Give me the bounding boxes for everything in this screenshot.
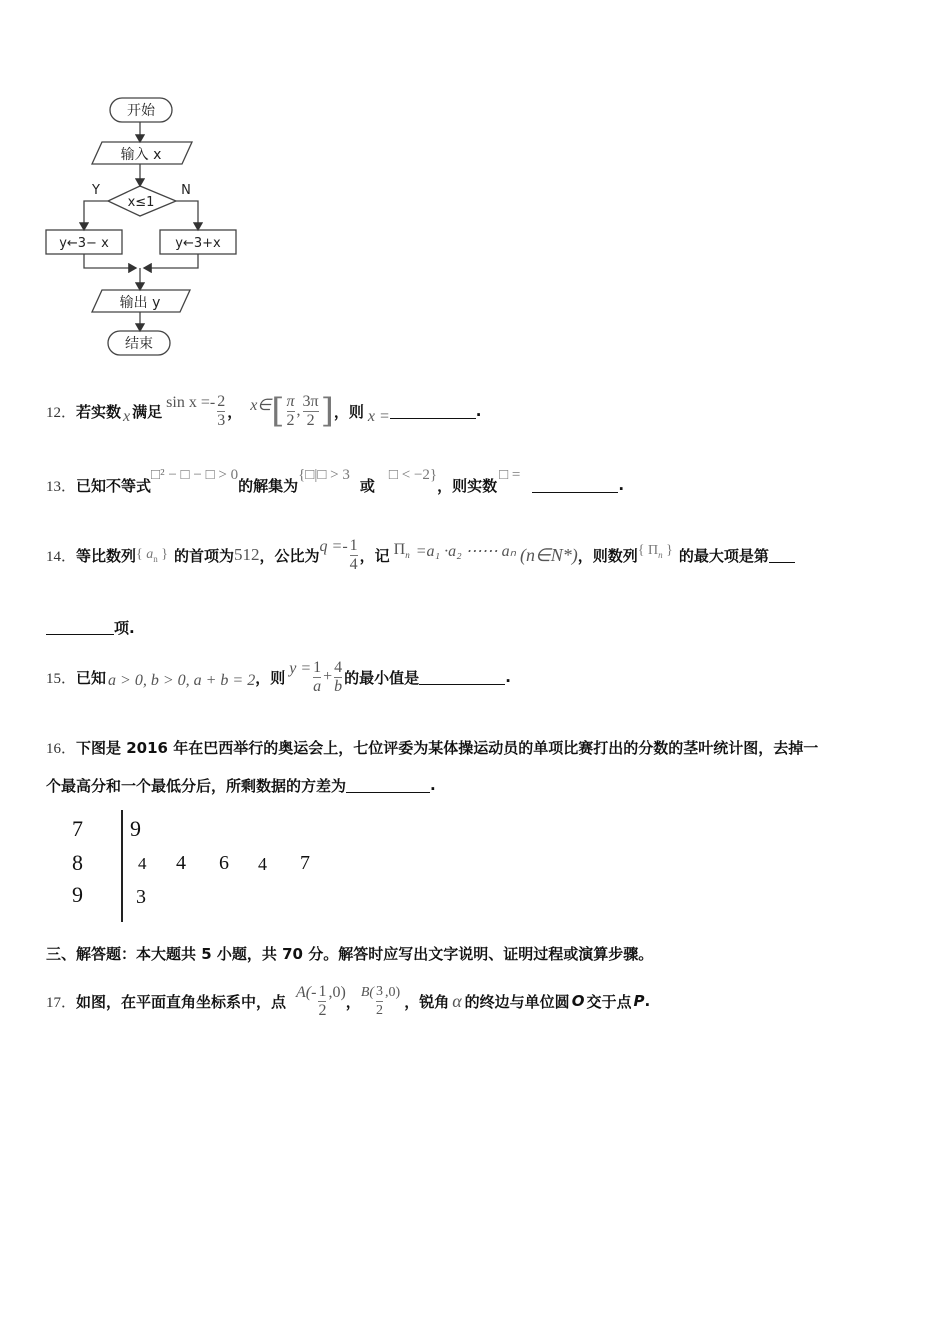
q16-end: . [430,776,436,794]
q14-first-term: 512 [234,545,260,564]
q14-text: 项. [114,618,135,637]
end-label: 结束 [125,336,153,352]
yes-branch-label: y←3− x [59,236,109,251]
q13-expr: □² − □ − □ > 0 [151,466,239,483]
q15-number: 15． [46,670,77,687]
q13-number: 13． [46,478,77,495]
right-bracket: ] [320,391,334,431]
leaf: 4 [258,854,267,874]
q17-point-a: A(- [296,984,317,1001]
question-12: 12． 若实数 x 满足 sin x =- $\frac{2}{3}$ ， x∈ [ $\frac{\pi}{2}$ , $\frac{3\pi}{2}$ ] ，则 x = . [46,391,482,431]
q17-fraction: $\frac{3}{2}$ [376,983,384,1018]
q17-end: . [644,992,651,1010]
q15-text: ，则 [255,668,286,687]
q16-number: 16． [46,740,77,757]
leaf: 3 [136,886,146,908]
seq-brace: { $\Pi_n$ } [637,542,673,560]
q17-text: 如图，在平面直角坐标系中，点 [76,992,287,1011]
q12-number: 12． [46,404,77,421]
q12-fraction: $\frac{2}{3}$ [217,392,226,429]
q14-ratio: q =- [319,538,348,555]
q13-text: ，则实数 [437,476,498,495]
answer-blank[interactable] [346,778,430,793]
q12-fraction: $\frac{3\pi}{2}$ [302,392,319,429]
stem-9: 9 [72,882,83,907]
output-label: 输出 y [119,295,161,311]
q12-end: . [475,402,482,420]
q17-comma: ， [345,992,361,1011]
question-14-cont [46,616,135,638]
q14-fraction: $\frac{1}{4}$ [349,536,358,573]
stem-7: 7 [72,816,83,841]
q12-var: x [123,408,131,425]
q16-text: 下图是 2016 年在巴西举行的奥运会上，七位评委为某体操运动员的单项比赛打出的分数的茎叶统计图，去掉一 [76,738,819,757]
q13-expr: □ < −2} [388,466,438,483]
q14-text: ，则数列 [577,546,638,565]
q12-fraction: $\frac{\pi}{2}$ [286,392,295,429]
q15-condition: a > 0, b > 0, a + b = 2 [108,672,256,689]
question-17 [46,976,650,1026]
answer-blank[interactable] [46,620,114,635]
q12-expr: x = [367,408,390,425]
input-label: 输入 x [120,147,162,163]
q13-expr: {□|□ > 3 [298,466,350,483]
q13-text: 的解集为 [238,476,299,495]
flowchart [40,90,250,360]
section-heading: 三、解答题：本大题共 5 小题，共 70 分。解答时应写出文字说明、证明过程或演算步骤。 [46,944,654,963]
seq-brace: { $a_n$ } [136,546,168,564]
stem-leaf-plot [50,808,350,928]
q12-expr: x∈ [250,397,272,414]
q14-text: 的最大项是第 [678,546,769,565]
leaf: 4 [138,854,147,873]
q14-text: 的首项为 [174,546,235,565]
answer-blank[interactable] [419,670,505,685]
leaf: 7 [300,852,310,874]
q17-point-b: B( [360,985,375,1000]
q12-text: 满足 [132,402,163,421]
q14-domain: (n∈N*) [520,544,578,565]
q15-plus: + [323,668,333,685]
left-bracket: [ [271,391,285,431]
q12-text: 若实数 [76,402,122,421]
answer-blank[interactable] [769,548,795,563]
q17-number: 17． [46,994,77,1011]
q12-expr: sin x =- [166,394,216,411]
q12-text: ，则 [333,402,364,421]
no-label: N [181,183,191,198]
q14-text: ，公比为 [259,546,320,565]
answer-blank[interactable] [532,478,618,493]
q13-text: 已知不等式 [76,476,152,495]
stem-8: 8 [72,850,83,875]
question-13 [46,466,625,500]
q17-point-b: ,0) [385,985,401,1000]
q13-end: . [618,476,625,494]
start-label: 开始 [127,103,155,119]
yes-label: Y [92,183,100,198]
answer-blank[interactable] [390,404,476,419]
question-15 [46,652,511,702]
q15-text: 的最小值是 [344,668,420,687]
q15-end: . [505,668,511,686]
stem-divider [121,810,123,922]
q14-product-rhs: =a₁ ·a₂ ⋯⋯ aₙ [415,543,517,560]
q17-circle: O [571,992,585,1010]
leaf: 4 [176,852,186,874]
q12-comma: ， [227,402,243,421]
q13-expr: □ = [499,466,521,483]
q15-fraction: $\frac{4}{b}$ [334,658,343,695]
q14-text: 等比数列 [76,546,137,565]
q17-text: 交于点 [586,992,632,1011]
question-16 [46,736,818,758]
q13-text: 或 [359,476,375,495]
q17-point-a: ,0) [328,984,346,1001]
condition-label: x≤1 [127,195,155,210]
section-3-heading [46,942,653,964]
question-14 [46,530,795,580]
q14-product: $\Pi_n$ [393,541,410,561]
leaf: 9 [130,816,141,841]
q15-fraction: $\frac{1}{a}$ [313,658,322,695]
leaf: 6 [219,852,229,874]
q17-point-p: P [633,992,645,1010]
q17-alpha: α [452,990,462,1011]
q14-text: ，记 [359,546,390,565]
q17-fraction: $\frac{1}{2}$ [318,982,327,1019]
no-branch-label: y←3+x [175,236,221,251]
q17-text: 的终边与单位圆 [464,992,570,1011]
q15-expr: y = [289,660,312,677]
q17-text: ，锐角 [404,992,450,1011]
question-16-cont [46,774,436,796]
q15-text: 已知 [76,668,107,687]
q16-text: 个最高分和一个最低分后，所剩数据的方差为 [46,776,347,795]
q14-number: 14． [46,548,77,565]
